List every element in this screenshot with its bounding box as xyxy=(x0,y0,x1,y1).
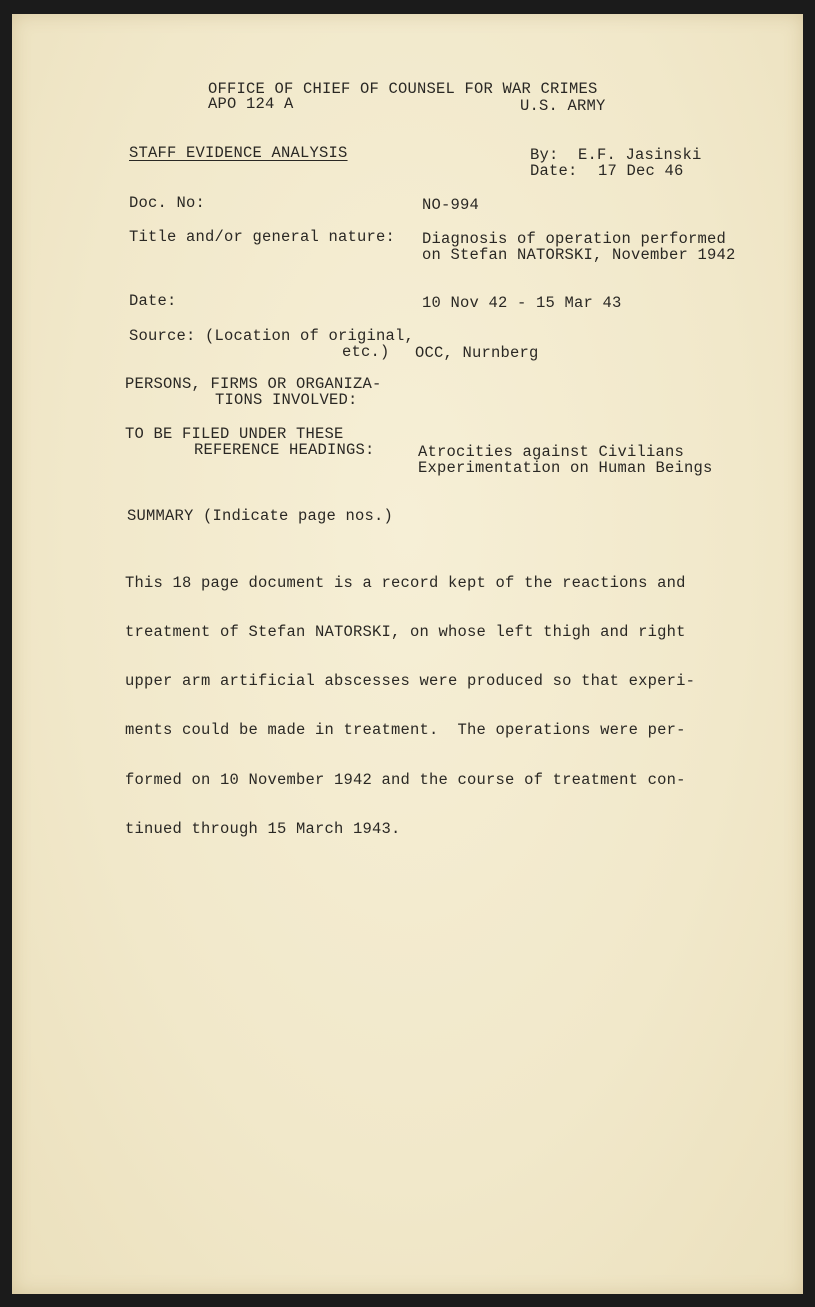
analysis-date-label: Date: xyxy=(530,162,578,180)
analysis-date-value: 17 Dec 46 xyxy=(598,162,684,180)
date-range-value: 10 Nov 42 - 15 Mar 43 xyxy=(422,294,622,312)
summary-line: ments could be made in treatment. The operations were per- xyxy=(125,721,686,740)
office-heading: OFFICE OF CHIEF OF COUNSEL FOR WAR CRIMES xyxy=(208,80,598,98)
date-label: Date: xyxy=(129,292,177,310)
summary-line: treatment of Stefan NATORSKI, on whose left thigh and right xyxy=(125,623,686,642)
by-label: By: xyxy=(530,146,559,164)
headings-value-line-1: Atrocities against Civilians xyxy=(418,443,685,461)
summary-label: SUMMARY (Indicate page nos.) xyxy=(127,507,394,525)
summary-line: This 18 page document is a record kept of the reactions and xyxy=(125,573,686,592)
source-label-line-2: etc.) xyxy=(342,343,390,361)
source-value: OCC, Nurnberg xyxy=(415,344,539,362)
summary-body xyxy=(125,542,695,870)
document-page xyxy=(12,14,803,1294)
title-value-line-1: Diagnosis of operation performed xyxy=(422,230,727,248)
headings-label-line-2: REFERENCE HEADINGS: xyxy=(194,441,375,459)
summary-line: upper arm artificial abscesses were produced so that experi- xyxy=(125,672,696,691)
persons-label-line-2: TIONS INVOLVED: xyxy=(215,391,358,409)
analysis-title: STAFF EVIDENCE ANALYSIS xyxy=(129,144,348,162)
source-label-line-1: Source: (Location of original, xyxy=(129,327,415,345)
doc-no-label: Doc. No: xyxy=(129,194,206,212)
apo-number: APO 124 A xyxy=(208,95,294,113)
persons-label-line-1: PERSONS, FIRMS OR ORGANIZA- xyxy=(125,375,382,393)
headings-label-line-1: TO BE FILED UNDER THESE xyxy=(125,425,344,443)
analyst-name: E.F. Jasinski xyxy=(578,146,702,164)
summary-line: tinued through 15 March 1943. xyxy=(125,819,401,838)
summary-line: formed on 10 November 1942 and the course of treatment con- xyxy=(125,770,686,789)
headings-value-line-2: Experimentation on Human Beings xyxy=(418,459,713,477)
title-label: Title and/or general nature: xyxy=(129,228,396,246)
army-label: U.S. ARMY xyxy=(520,97,606,115)
title-value-line-2: on Stefan NATORSKI, November 1942 xyxy=(422,246,736,264)
doc-no-value: NO-994 xyxy=(422,196,480,214)
